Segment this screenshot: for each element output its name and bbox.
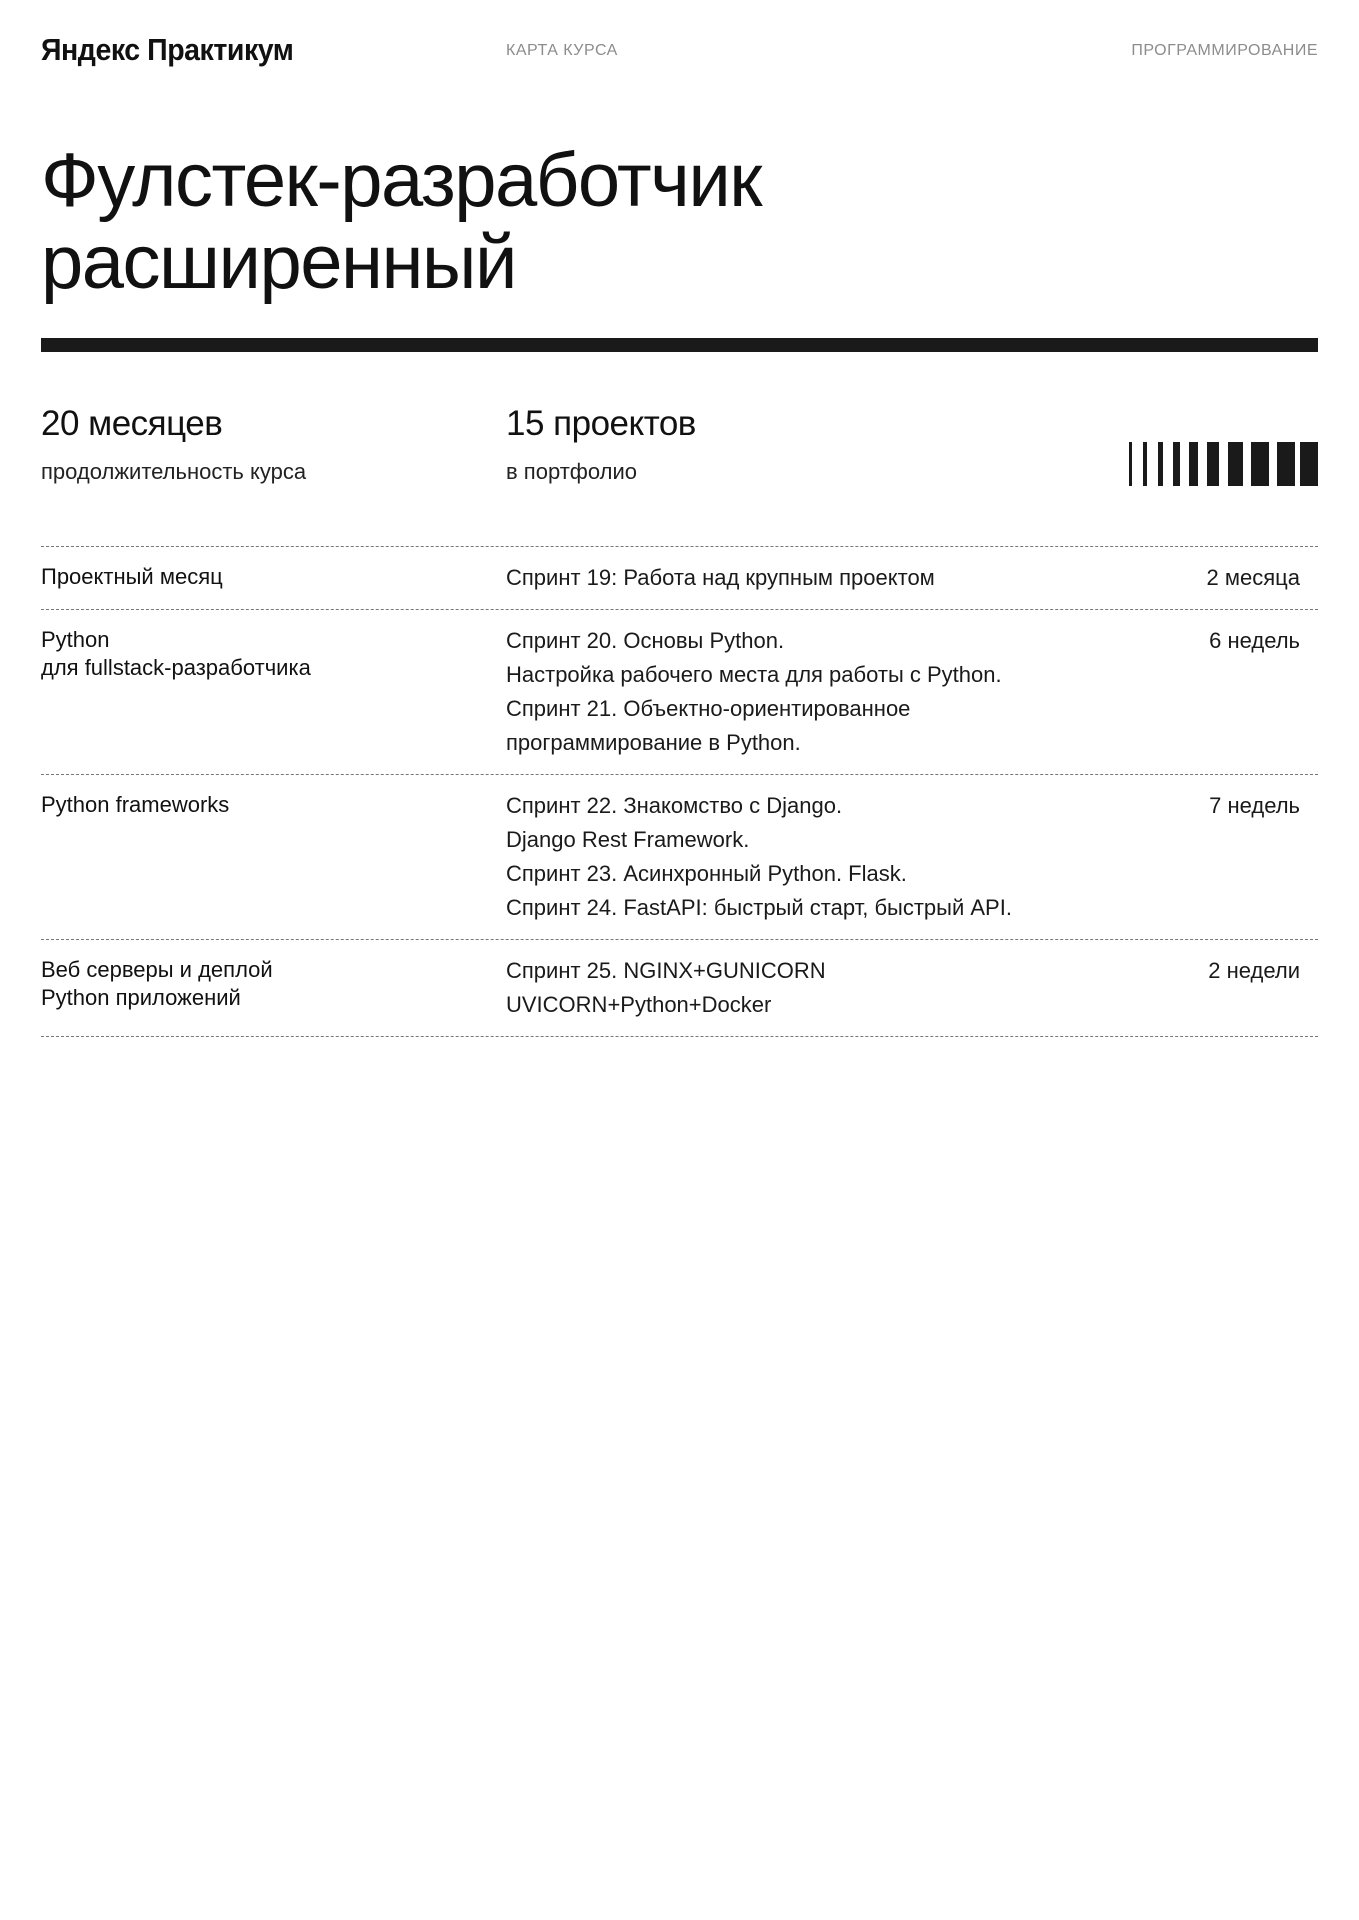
- module-name: [41, 791, 481, 819]
- sprint-line: Спринт 22. Знакомство с Django.: [506, 793, 843, 818]
- projects-stat: [506, 402, 696, 486]
- module-duration: 2 недели: [1208, 958, 1300, 983]
- module-name-line: Проектный месяц: [41, 564, 223, 589]
- module-sprints: [506, 954, 1186, 1022]
- header-section-label: КАРТА КУРСА: [506, 42, 618, 59]
- sprint-line: Спринт 21. Объектно-ориентированное: [506, 696, 911, 721]
- page-title: [41, 140, 761, 304]
- sprint-line: Настройка рабочего места для работы с Python.: [506, 662, 1002, 687]
- module-duration: 7 недель: [1209, 793, 1300, 818]
- module-sprints: [506, 789, 1186, 925]
- module-row: [41, 609, 1318, 774]
- module-name: [41, 956, 481, 1012]
- module-name-line: Python приложений: [41, 985, 241, 1010]
- title-divider: [41, 338, 1318, 352]
- sprint-line: Спринт 23. Асинхронный Python. Flask.: [506, 861, 907, 886]
- sprint-line: программирование в Python.: [506, 730, 801, 755]
- module-sprints: [506, 561, 1186, 595]
- page-title-line-1: Фулстек-разработчик: [41, 138, 762, 223]
- module-duration: 2 месяца: [1206, 565, 1300, 590]
- projects-label: в портфолио: [506, 459, 637, 484]
- module-row: [41, 939, 1318, 1037]
- module-name-line: Веб серверы и деплой: [41, 957, 273, 982]
- module-duration: 6 недель: [1209, 628, 1300, 653]
- module-name-line: для fullstack-разработчика: [41, 655, 311, 680]
- sprint-line: Django Rest Framework.: [506, 827, 750, 852]
- modules-table: [41, 546, 1318, 1037]
- module-name-line: Python: [41, 627, 110, 652]
- sprint-line: Спринт 24. FastAPI: быстрый старт, быстрый API.: [506, 895, 1012, 920]
- sprint-line: UVICORN+Python+Docker: [506, 992, 772, 1017]
- duration-label: продолжительность курса: [41, 459, 307, 484]
- module-row: [41, 774, 1318, 939]
- module-name-line: Python frameworks: [41, 792, 230, 817]
- duration-stat: [41, 402, 306, 486]
- sprint-line: Спринт 20. Основы Python.: [506, 628, 785, 653]
- module-sprints: [506, 624, 1186, 760]
- page-title-line-2: расширенный: [41, 220, 517, 305]
- progress-bars-icon: [1129, 442, 1318, 486]
- progress-bars-graphic: [1129, 442, 1318, 486]
- brand-logo: Яндекс Практикум: [41, 32, 294, 67]
- sprint-line: Спринт 25. NGINX+GUNICORN: [506, 958, 826, 983]
- sprint-line: Спринт 19: Работа над крупным проектом: [506, 565, 935, 590]
- module-name: [41, 626, 481, 682]
- header-category-label: ПРОГРАММИРОВАНИЕ: [1131, 42, 1318, 59]
- module-name: [41, 563, 481, 591]
- course-map-page: [41, 0, 1318, 1920]
- page-header: [41, 30, 1318, 72]
- projects-value: 15 проектов: [506, 404, 696, 443]
- module-row: [41, 546, 1318, 609]
- duration-value: 20 месяцев: [41, 404, 223, 443]
